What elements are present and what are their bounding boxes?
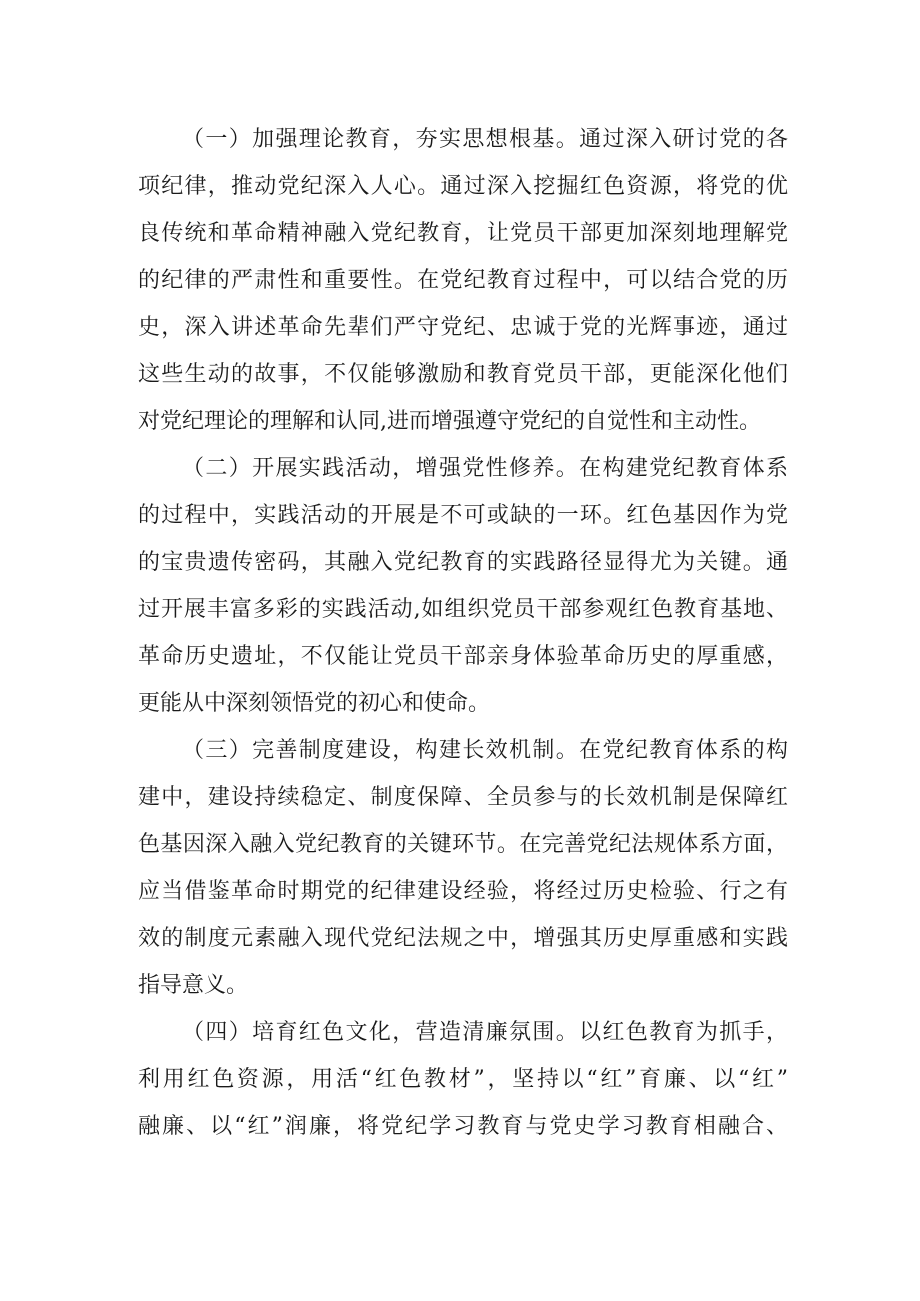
text-line: 的宝贵遗传密码，其融入党纪教育的实践路径显得尤为关键。通 <box>138 550 788 575</box>
text-line: （三）完善制度建设，构建长效机制。在党纪教育体系的构 <box>182 738 788 763</box>
text-line: 更能从中深刻领悟党的初心和使命。 <box>138 691 491 716</box>
document-body <box>138 116 788 1150</box>
paragraph-3 <box>138 727 788 1009</box>
text-line: 史，深入讲述革命先辈们严守党纪、忠诚于党的光辉事迹，通过 <box>138 315 788 340</box>
text-line: 过开展丰富多彩的实践活动,如组织党员干部参观红色教育基地、 <box>138 597 788 622</box>
text-line: 效的制度元素融入现代党纪法规之中，增强其历史厚重感和实践 <box>138 926 788 951</box>
text-line: 融廉、以“红”润廉，将党纪学习教育与党史学习教育相融合、 <box>138 1114 788 1139</box>
text-line: 良传统和革命精神融入党纪教育，让党员干部更加深刻地理解党 <box>138 221 788 246</box>
text-line: 指导意义。 <box>138 973 249 998</box>
text-line: 利用红色资源，用活“红色教材”，坚持以“红”育廉、以“红” <box>138 1067 788 1092</box>
text-line: 建中，建设持续稳定、制度保障、全员参与的长效机制是保障红 <box>138 785 788 810</box>
text-line: 的纪律的严肃性和重要性。在党纪教育过程中，可以结合党的历 <box>138 268 788 293</box>
text-line: 应当借鉴革命时期党的纪律建设经验，将经过历史检验、行之有 <box>138 879 788 904</box>
text-line: 项纪律，推动党纪深入人心。通过深入挖掘红色资源，将党的优 <box>138 174 788 199</box>
text-line: 色基因深入融入党纪教育的关键环节。在完善党纪法规体系方面， <box>138 832 788 857</box>
text-line: 革命历史遗址，不仅能让党员干部亲身体验革命历史的厚重感， <box>138 644 788 669</box>
text-line: 对党纪理论的理解和认同,进而增强遵守党纪的自觉性和主动性。 <box>138 409 761 434</box>
paragraph-2 <box>138 445 788 727</box>
paragraph-1 <box>138 116 788 445</box>
text-line: （四）培育红色文化，营造清廉氛围。以红色教育为抓手， <box>182 1020 788 1045</box>
text-line: （一）加强理论教育，夯实思想根基。通过深入研讨党的各 <box>182 127 788 152</box>
text-line: 这些生动的故事，不仅能够激励和教育党员干部，更能深化他们 <box>138 362 788 387</box>
text-line: 的过程中，实践活动的开展是不可或缺的一环。红色基因作为党 <box>138 503 788 528</box>
paragraph-4 <box>138 1009 788 1150</box>
text-line: （二）开展实践活动，增强党性修养。在构建党纪教育体系 <box>182 456 788 481</box>
